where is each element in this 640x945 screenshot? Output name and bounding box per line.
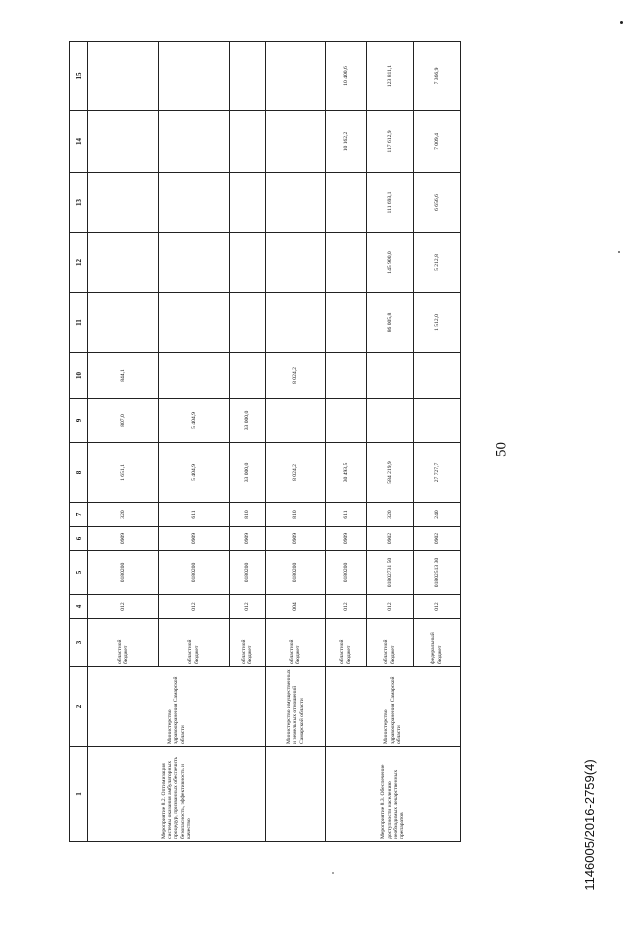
data-cell: 33 000,0 [229, 443, 265, 503]
data-cell [158, 173, 229, 233]
header-cell: 14 [70, 111, 88, 173]
data-cell [325, 399, 366, 443]
data-cell: 0909 [325, 527, 366, 551]
table-row [88, 42, 159, 842]
data-cell: 810 [266, 503, 326, 527]
data-cell: 7 009,4 [413, 111, 460, 173]
data-cell [325, 353, 366, 399]
data-cell [325, 233, 366, 293]
data-cell: 844,1 [88, 353, 159, 399]
data-cell [229, 173, 265, 233]
data-cell: 30 493,5 [325, 443, 366, 503]
executor-cell: Министерство имущественных и земельных отношений Самарской области [266, 667, 326, 747]
data-cell: 5 404,9 [158, 399, 229, 443]
data-cell: 123 811,1 [366, 42, 413, 111]
data-cell [266, 233, 326, 293]
data-cell: 0180200 [88, 551, 159, 595]
data-cell: 33 000,0 [229, 399, 265, 443]
data-cell [158, 293, 229, 353]
data-cell [366, 399, 413, 443]
data-cell [88, 233, 159, 293]
data-cell: 012 [366, 595, 413, 619]
data-cell: 320 [366, 503, 413, 527]
data-cell: 0909 [229, 527, 265, 551]
data-cell: 01802731 50 [366, 551, 413, 595]
table-row [266, 42, 326, 842]
data-cell [229, 111, 265, 173]
data-cell: 1 651,1 [88, 443, 159, 503]
scan-speck [618, 251, 620, 253]
source-cell: федеральный бюджет [413, 619, 460, 667]
data-cell: 0180200 [325, 551, 366, 595]
source-cell: областной бюджет [158, 619, 229, 667]
data-cell: 10 400,6 [325, 42, 366, 111]
data-cell: 117 612,9 [366, 111, 413, 173]
data-cell: 8 024,2 [266, 443, 326, 503]
source-cell: областной бюджет [325, 619, 366, 667]
data-cell [266, 111, 326, 173]
executor-cell: Министерство здравоохранения Самарской области [325, 667, 460, 747]
scan-speck [332, 872, 334, 874]
data-cell: 5 404,9 [158, 443, 229, 503]
data-cell [88, 42, 159, 111]
source-cell: областной бюджет [229, 619, 265, 667]
data-cell: 5 212,8 [413, 233, 460, 293]
data-cell [325, 293, 366, 353]
header-cell: 4 [70, 595, 88, 619]
header-cell: 13 [70, 173, 88, 233]
data-cell: 240 [413, 503, 460, 527]
data-cell: 6 656,6 [413, 173, 460, 233]
header-cell: 8 [70, 443, 88, 503]
table-row [325, 42, 366, 842]
header-cell: 2 [70, 667, 88, 747]
header-cell: 6 [70, 527, 88, 551]
data-cell: 807,0 [88, 399, 159, 443]
data-cell: 012 [229, 595, 265, 619]
data-cell [229, 293, 265, 353]
data-cell: 111 693,1 [366, 173, 413, 233]
data-cell [88, 173, 159, 233]
header-cell: 15 [70, 42, 88, 111]
data-cell [158, 111, 229, 173]
data-cell: 86 005,8 [366, 293, 413, 353]
budget-table-grid [69, 41, 461, 842]
data-cell: 810 [229, 503, 265, 527]
header-cell: 1 [70, 747, 88, 842]
data-cell: 0909 [266, 527, 326, 551]
data-cell [229, 233, 265, 293]
data-cell: 0180200 [229, 551, 265, 595]
budget-table [69, 42, 461, 842]
data-cell [158, 42, 229, 111]
source-cell: областной бюджет [366, 619, 413, 667]
data-cell: 012 [88, 595, 159, 619]
header-cell: 10 [70, 353, 88, 399]
data-cell: 145 900,0 [366, 233, 413, 293]
data-cell [413, 399, 460, 443]
executor-cell: Министерство здравоохранения Самарской области [88, 667, 266, 747]
data-cell [266, 173, 326, 233]
data-cell [366, 353, 413, 399]
data-cell [413, 353, 460, 399]
data-cell: 8 024,2 [266, 353, 326, 399]
data-cell: 0902 [366, 527, 413, 551]
header-cell: 7 [70, 503, 88, 527]
data-cell [325, 173, 366, 233]
header-row [70, 42, 88, 842]
header-cell: 9 [70, 399, 88, 443]
data-cell: 012 [413, 595, 460, 619]
data-cell: 0902 [413, 527, 460, 551]
data-cell [266, 293, 326, 353]
data-cell: 0180200 [158, 551, 229, 595]
event-cell: Мероприятие 8.3. Обеспечение доступности населению необходимых лекарственных препаратов [325, 747, 460, 842]
data-cell: 0180200 [266, 551, 326, 595]
scan-speck [620, 21, 623, 24]
data-cell [229, 353, 265, 399]
data-cell: 0909 [88, 527, 159, 551]
source-cell: областной бюджет [266, 619, 326, 667]
event-cell: Мероприятие 8.2. Оптимизация системы оказания амбулаторных процедур, призванных обеспечить безопасность, эффективность и качество [88, 747, 266, 842]
data-cell [266, 42, 326, 111]
data-cell [266, 399, 326, 443]
header-cell: 11 [70, 293, 88, 353]
data-cell: 012 [325, 595, 366, 619]
header-cell: 5 [70, 551, 88, 595]
data-cell [158, 353, 229, 399]
data-cell: 10 162,2 [325, 111, 366, 173]
data-cell: 611 [158, 503, 229, 527]
data-cell [88, 111, 159, 173]
table-container [69, 42, 461, 842]
data-cell: 320 [88, 503, 159, 527]
empty-cell [266, 747, 326, 842]
data-cell: 012 [158, 595, 229, 619]
data-cell: 611 [325, 503, 366, 527]
data-cell: 1 512,0 [413, 293, 460, 353]
data-cell: 7 366,9 [413, 42, 460, 111]
data-cell: 0909 [158, 527, 229, 551]
data-cell: 27 727,7 [413, 443, 460, 503]
header-cell: 3 [70, 619, 88, 667]
data-cell [229, 42, 265, 111]
data-cell: 584 219,9 [366, 443, 413, 503]
document-code: 1146005/2016-2759(4) [582, 759, 597, 891]
page-number: 50 [493, 442, 510, 457]
data-cell: 01802513 30 [413, 551, 460, 595]
data-cell: 004 [266, 595, 326, 619]
data-cell [158, 233, 229, 293]
source-cell: областной бюджет [88, 619, 159, 667]
data-cell [88, 293, 159, 353]
header-cell: 12 [70, 233, 88, 293]
